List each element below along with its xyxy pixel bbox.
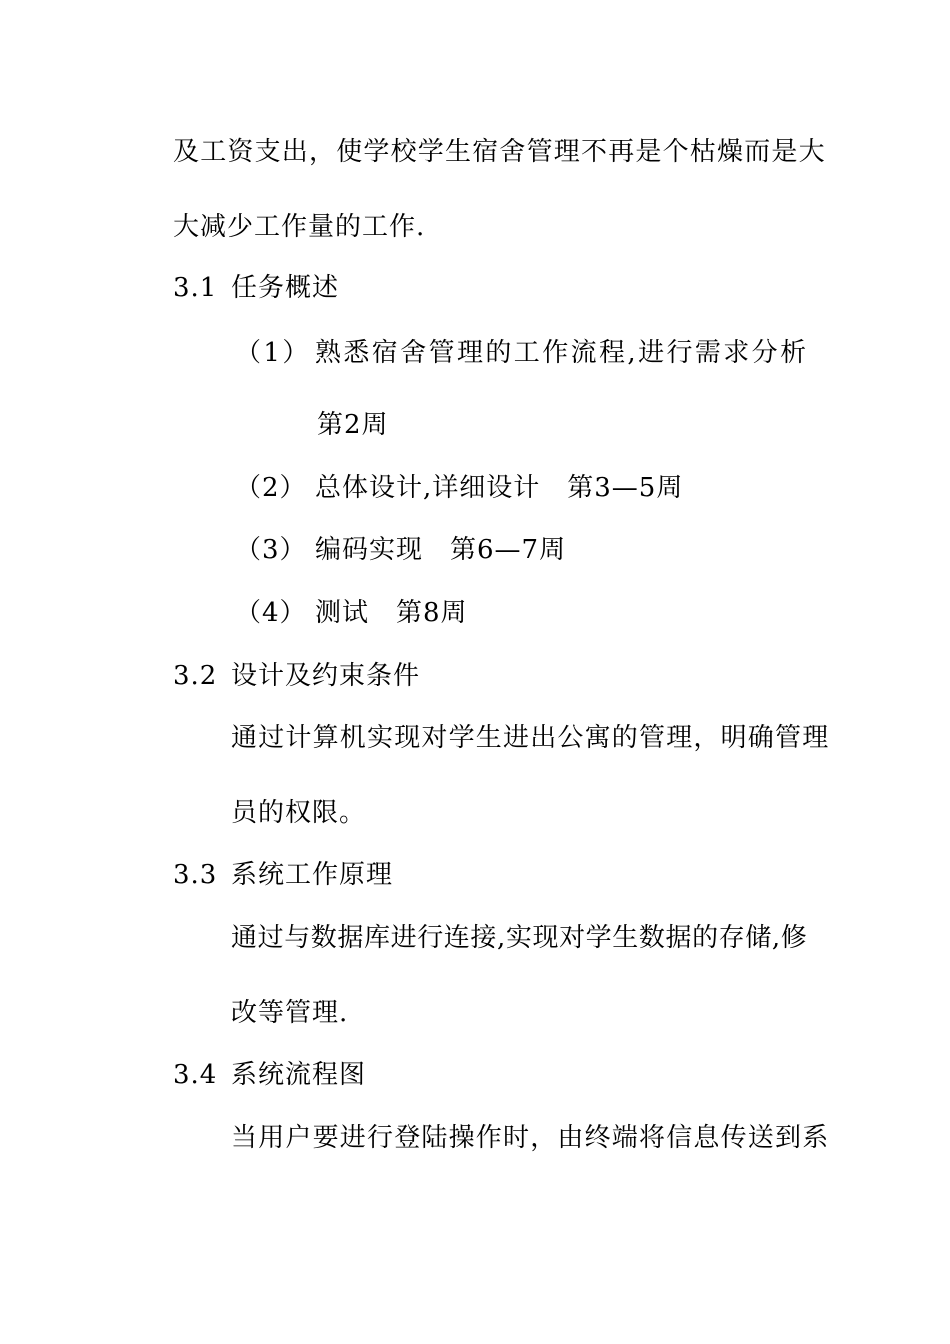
task-item-2 — [235, 473, 683, 503]
section-heading-3-3 — [173, 860, 393, 890]
item-label: （2） — [235, 473, 307, 503]
section-title: 设计及约束条件 — [231, 661, 421, 691]
section-heading-3-2 — [173, 661, 420, 691]
item-text: 总体设计,详细设计 第3—5周 — [315, 473, 684, 503]
section-title: 系统工作原理 — [231, 860, 394, 890]
section-3-2-paragraph-line-2: 员的权限。 — [231, 798, 367, 828]
task-item-3 — [235, 535, 566, 565]
task-item-1-continuation: 第2周 — [317, 410, 389, 440]
item-label: （4） — [235, 598, 307, 628]
section-3-3-paragraph-line-1: 通过与数据库进行连接,实现对学生数据的存储,修 — [231, 923, 808, 953]
section-heading-3-4 — [173, 1060, 366, 1090]
item-text: 测试 第8周 — [315, 598, 468, 628]
intro-line-1: 及工资支出，使学校学生宿舍管理不再是个枯燥而是大 — [173, 137, 826, 167]
section-number: 3.3 — [173, 860, 218, 890]
section-number: 3.1 — [173, 273, 218, 303]
item-label: （3） — [235, 535, 307, 565]
section-heading-3-1 — [173, 273, 339, 303]
section-3-4-paragraph-line-1: 当用户要进行登陆操作时，由终端将信息传送到系 — [231, 1123, 830, 1153]
section-3-3-paragraph-line-2: 改等管理. — [231, 998, 349, 1028]
intro-line-2: 大减少工作量的工作. — [173, 212, 426, 242]
section-title: 任务概述 — [231, 273, 340, 303]
item-text: 熟悉宿舍管理的工作流程,进行需求分析 — [315, 338, 809, 368]
section-3-2-paragraph-line-1: 通过计算机实现对学生进出公寓的管理，明确管理 — [231, 723, 830, 753]
section-number: 3.2 — [173, 661, 218, 691]
section-number: 3.4 — [173, 1060, 218, 1090]
section-title: 系统流程图 — [231, 1060, 367, 1090]
task-item-4 — [235, 598, 468, 628]
item-label: （1） — [235, 338, 311, 368]
task-item-1 — [235, 338, 808, 368]
item-text: 编码实现 第6—7周 — [315, 535, 567, 565]
